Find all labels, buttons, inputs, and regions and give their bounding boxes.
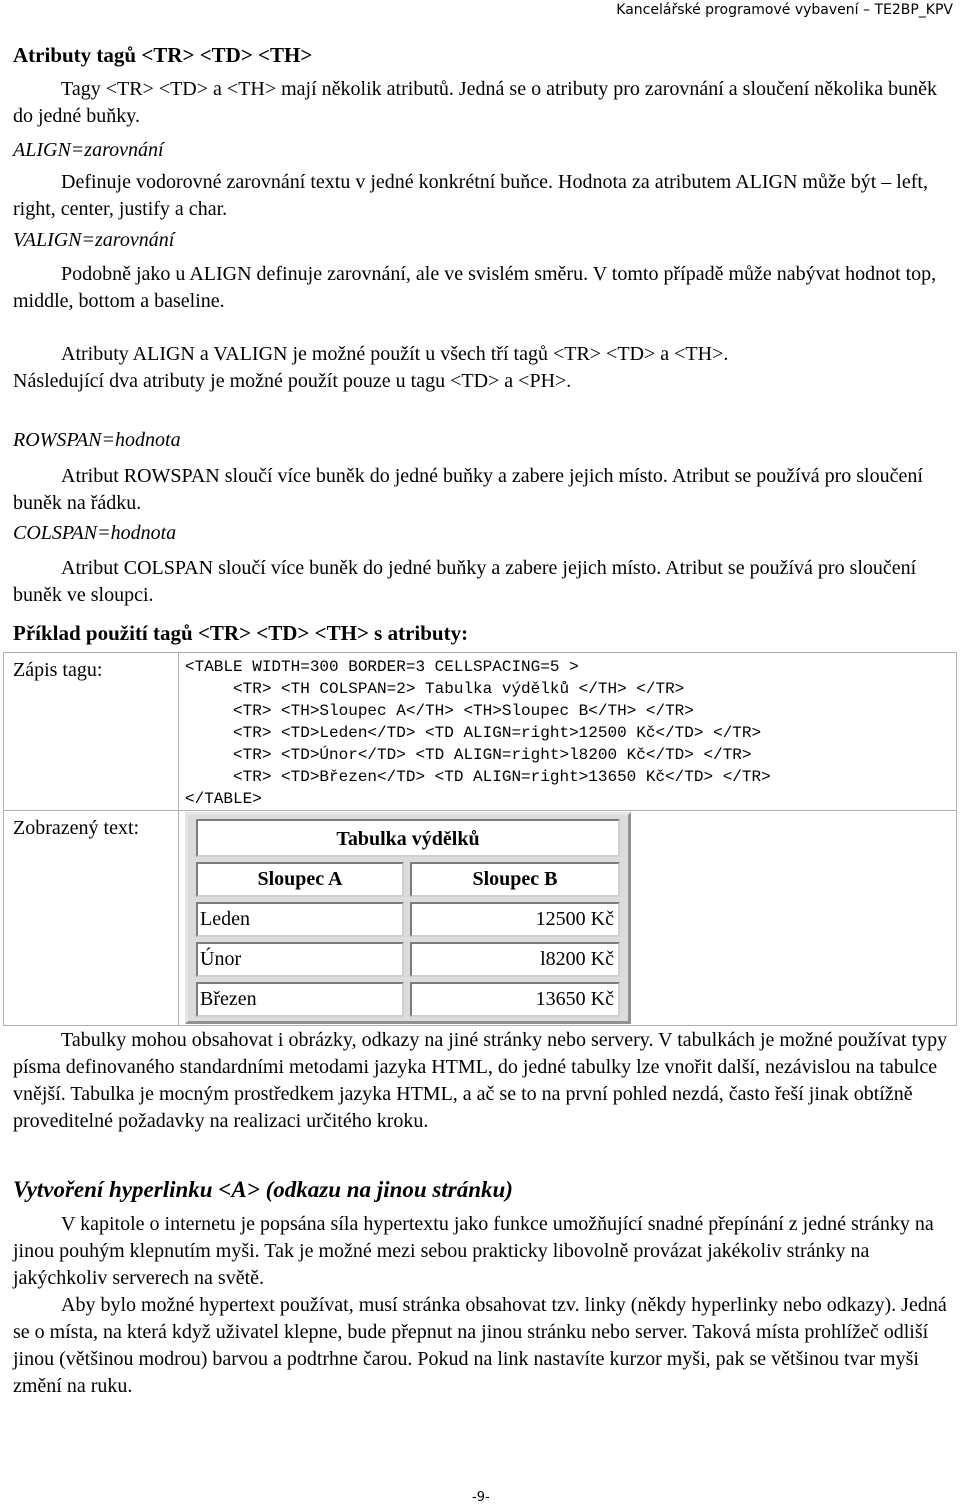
tables-paragraph-text: Tabulky mohou obsahovat i obrázky, odkazy na jiné stránky nebo servery. V tabulkách je možné používat typy písma definovaného standardními metodami jazyka HTML, do jedné tabulky lze vnořit další, nezávislou na tabulce vnější. Tabulka je mocným prostředkem jazyka HTML, a ač se to na první pohled nezdá, často řeší jinak obtížně proveditelné požadavky na realizaci určitého kroku. [13,1029,948,1132]
colspan-description-text: Atribut COLSPAN sloučí více buněk do jedné buňky a zabere jejich místo. Atribut se používá pro sloučení buněk ve sloupci. [13,557,917,606]
demo-header-b: Sloupec B [410,862,620,897]
code-block: <TABLE WIDTH=300 BORDER=3 CELLSPACING=5 > <TR> <TH COLSPAN=2> Tabulka výdělků </TH> </TR> <TR> <TH>Sloupec A</TH> <TH>Sloupec B</TH> </TR> <TR> <TD>Leden</TD> <TD ALIGN=right>12500 Kč</TD> </TR> <TR> <TD>Únor</TD> <TD ALIGN=right>l8200 Kč</TD> </TR> <TR> <TD>Březen</TD> <TD ALIGN=right>13650 Kč</TD> </TR> </TABLE> [179,653,957,811]
align-description [13,169,948,223]
rowspan-description [13,463,948,517]
align-term: ALIGN=zarovnání [13,139,164,161]
demo-header-a: Sloupec A [196,862,404,897]
hypertext-paragraph-text: V kapitole o internetu je popsána síla hypertextu jako funkce umožňující snadné přepínání z jedné stránky na jinou pouhým klepnutím myši. Tak je možné mezi sebou prakticky libovolně provázat jakékoliv stránky na jakýchkoliv serverech na světě. [13,1213,934,1289]
valign-term: VALIGN=zarovnání [13,229,175,251]
demo-caption: Tabulka výdělků [196,819,620,857]
running-header: Kancelářské programové vybavení – TE2BP_KPV [616,2,953,18]
example-heading: Příklad použití tagů <TR> <TD> <TH> s atributy: [13,621,469,645]
note-td-ph [13,368,948,395]
hypertext-paragraph [13,1211,948,1292]
demo-row-amount: l8200 Kč [410,942,620,977]
demo-row-amount: 12500 Kč [410,902,620,937]
page-number: -9- [472,1490,490,1505]
intro-text: Tagy <TR> <TD> a <TH> mají několik atributů. Jedná se o atributy pro zarovnání a sloučení několika buněk do jedné buňky. [13,78,938,127]
rowspan-term: ROWSPAN=hodnota [13,429,181,451]
note-align-valign [13,341,948,368]
render-label: Zobrazený text: [4,811,179,1026]
demo-row-month: Březen [196,982,404,1017]
align-description-text: Definuje vodorovné zarovnání textu v jedné konkrétní buňce. Hodnota za atributem ALIGN může být – left, right, center, justify a char. [13,171,928,220]
valign-description [13,261,948,315]
demo-row-month: Únor [196,942,404,977]
rowspan-description-text: Atribut ROWSPAN sloučí více buněk do jedné buňky a zabere jejich místo. Atribut se používá pro sloučení buněk na řádku. [13,465,923,514]
demo-row-amount: 13650 Kč [410,982,620,1017]
colspan-term: COLSPAN=hodnota [13,522,177,544]
rendered-demo-table [185,812,631,1024]
demo-row-month: Leden [196,902,404,937]
note2-text: Následující dva atributy je možné použít pouze u tagu <TD> a <PH>. [13,370,572,392]
section-heading-attributes: Atributy tagů <TR> <TD> <TH> [13,43,313,67]
section-heading-hyperlink: Vytvoření hyperlinku <A> (odkazu na jinou stránku) [13,1177,513,1202]
code-label: Zápis tagu: [4,653,179,811]
links-paragraph-text: Aby bylo možné hypertext používat, musí stránka obsahovat tzv. linky (někdy hyperlinky nebo odkazy). Jedná se o místa, na která když uživatel klepne, bude přepnut na jinou stránku nebo server. Taková místa prohlížeč odliší jinou (většinou modrou) barvou a podtrhne čarou. Pokud na link nastavíte kurzor myši, pak se většinou tvar myši změní na ruku. [13,1294,947,1397]
valign-description-text: Podobně jako u ALIGN definuje zarovnání, ale ve svislém směru. V tomto případě může nabývat hodnot top, middle, bottom a baseline. [13,263,937,312]
links-paragraph [13,1292,948,1400]
tables-paragraph [13,1027,948,1135]
colspan-description [13,555,948,609]
intro-paragraph [13,76,948,130]
note1-text: Atributy ALIGN a VALIGN je možné použít u všech tří tagů <TR> <TD> a <TH>. [61,343,729,365]
